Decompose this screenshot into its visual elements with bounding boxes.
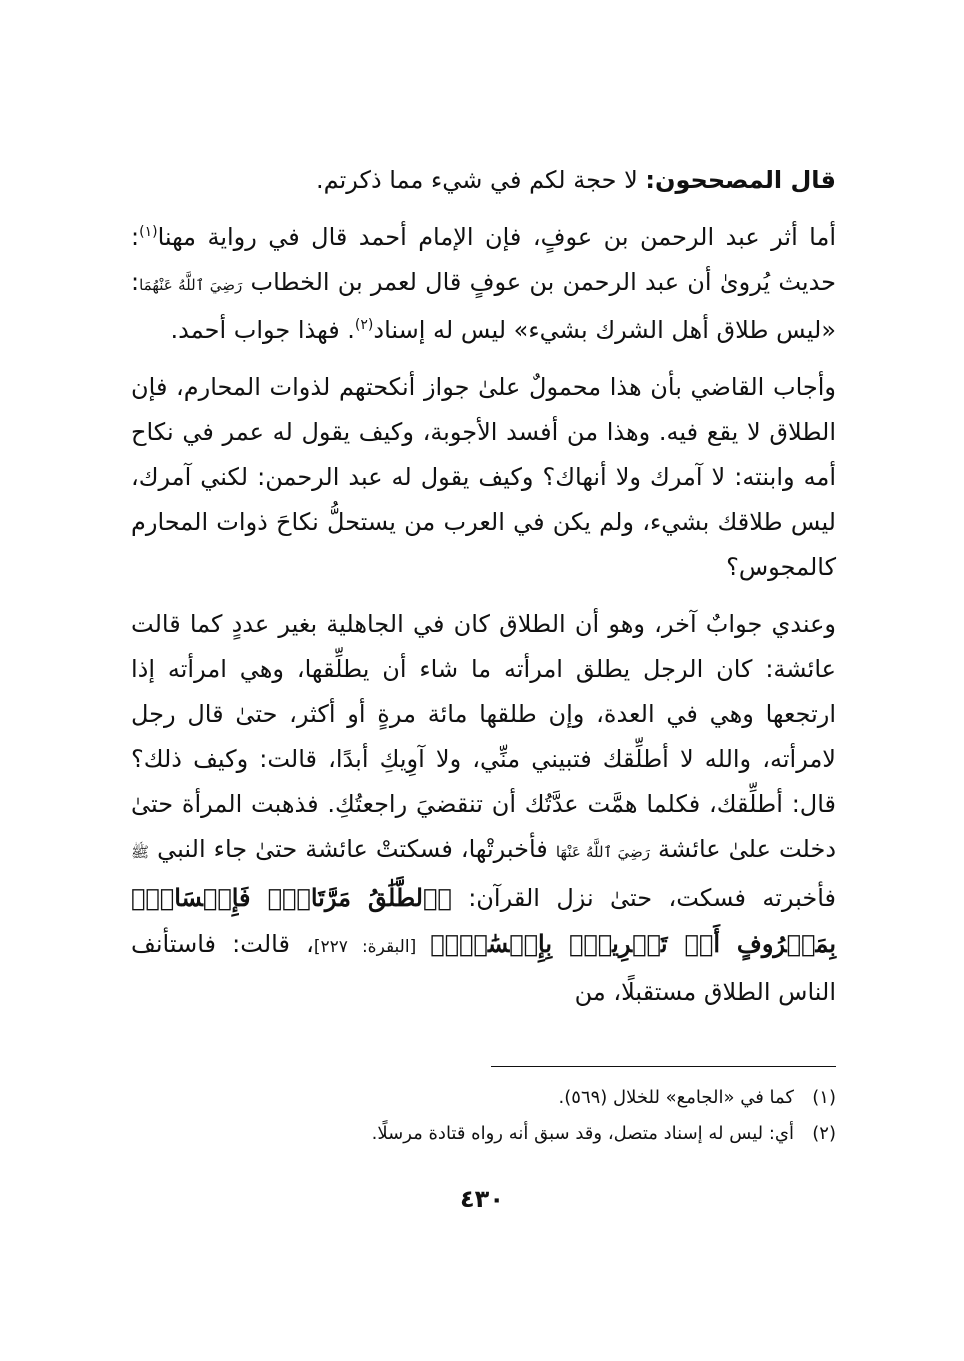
paragraph-4-text-b: فأخبرتْها، فسكتتْ عائشة حتىٰ جاء النبي <box>149 835 556 863</box>
honorific-phrase: رَضِيَ ٱللَّهُ عَنْهَا <box>555 843 650 861</box>
quran-verse: ﴿ٱلطَّلَٰقُ مَرَّتَانِۖ فَإِمۡسَاكُۢ بِمَعۡرُوفٍ أَوۡ تَسۡرِيحُۢ بِإِحۡسَٰنٖۗ﴾ <box>131 883 837 958</box>
footnote-number: (١) <box>812 1087 836 1108</box>
quran-reference: [البقرة: ٢٢٧] <box>313 937 431 957</box>
paragraph-3 <box>131 365 836 590</box>
paragraph-2-text-c: : «ليس طلاق أهل الشرك بشيء» ليس له إسناد <box>131 268 836 344</box>
paragraph-2-text-b: : حديث يُروىٰ أن عبد الرحمن بن عوفٍ قال لعمر بن الخطاب <box>131 223 836 296</box>
footnote-number: (٢) <box>812 1123 836 1144</box>
paragraph-2 <box>131 215 836 353</box>
footnote-2 <box>131 1116 836 1152</box>
honorific-phrase: رَضِيَ ٱللَّهُ عَنْهُمَا <box>139 276 243 294</box>
paragraph-4 <box>131 602 836 1015</box>
footnote-ref-1: (١) <box>139 224 158 240</box>
footnote-text: أي: ليس له إسناد متصل، وقد سبق أنه رواه قتادة مرسلًا. <box>371 1123 794 1144</box>
salutation-symbol: ﷺ <box>131 843 150 861</box>
footnote-ref-2: (٢) <box>354 317 374 333</box>
paragraph-4-text-c: فأخبرته فسكت، حتىٰ نزل القرآن: <box>451 884 837 912</box>
paragraph-2-text-d: . فهذا جواب أحمد. <box>170 316 355 344</box>
footnotes <box>131 1080 836 1152</box>
paragraph-1 <box>131 158 836 203</box>
footnote-text: كما في «الجامع» للخلال (٥٦٩). <box>558 1087 794 1108</box>
paragraph-4-text-d: ، قالت: فاستأنف الناس الطلاق مستقبلًا، من <box>131 930 836 1006</box>
footnote-1 <box>131 1080 836 1116</box>
footnote-divider <box>491 1066 836 1067</box>
paragraph-3-text: وأجاب القاضي بأن هذا محمولٌ علىٰ جواز أنكحتهم لذوات المحارم، فإن الطلاق لا يقع فيه. وهذا من أفسد الأجوبة، وكيف يقول له عمر في نكاح أمه وابنته: لا آمرك ولا أنهاك؟ وكيف يقول له عبد الرحمن: لكني آمرك، ليس طلاقك بشيء، ولم يكن في العرب من يستحلُّ نكاحَ ذوات المحارم كالمجوس؟ <box>131 373 836 581</box>
paragraph-1-text: لا حجة لكم في شيء مما ذكرتم. <box>316 166 646 194</box>
paragraph-1-lead: قال المصححون: <box>645 166 836 194</box>
main-text <box>131 158 836 1015</box>
paragraph-2-text-a: أما أثر عبد الرحمن بن عوفٍ، فإن الإمام أحمد قال في رواية مهنا <box>157 223 836 251</box>
paragraph-4-text-a: وعندي جوابٌ آخر، وهو أن الطلاق كان في الجاهلية بغير عددٍ كما قالت عائشة: كان الرجل يطلق امرأته ما شاء أن يطلِّقها، وهي امرأته إذا ارتجعها وهي في العدة، وإن طلقها مائة مرةٍ أو أكثر، حتىٰ قال رجل لامرأته، والله لا أطلِّقك فتبيني منِّي، ولا آوِيكِ أبدًا، قالت: وكيف ذلك؟ قال: أطلِّقك، فكلما همَّت عدَّتُك أن تنقضيَ راجعتُكِ. فذهبت المرأة حتىٰ دخلت علىٰ عائشة <box>131 610 837 863</box>
page-number: ٤٣٠ <box>460 1185 504 1213</box>
